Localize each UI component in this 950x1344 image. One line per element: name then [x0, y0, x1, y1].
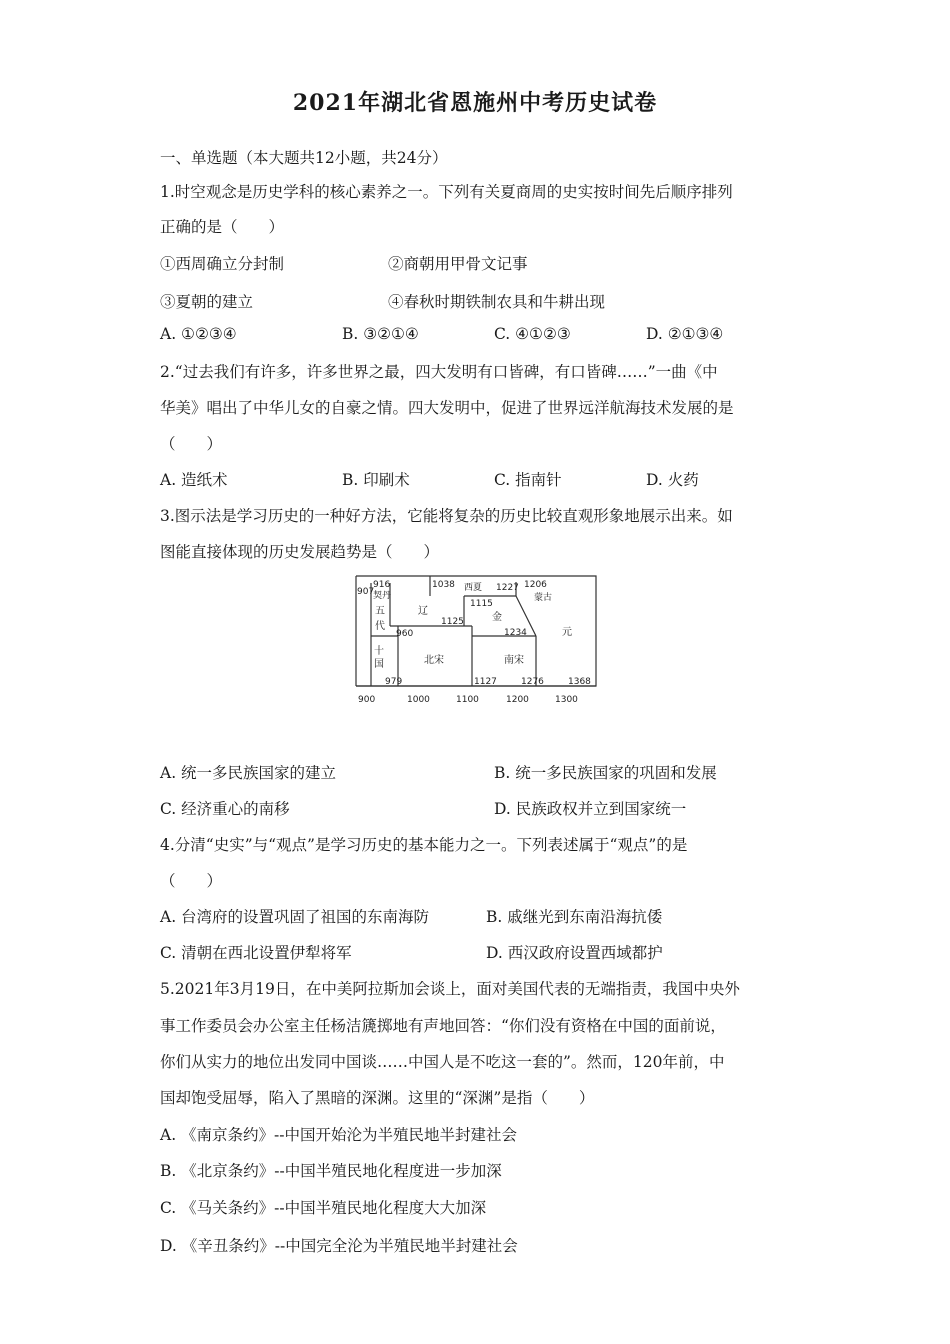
label-979: 979	[385, 677, 403, 687]
q3-option-d: D. 民族政权并立到国家统一	[494, 800, 687, 818]
q5-stem-line-3: 你们从实力的地位出发同中国谈……中国人是不吃这一套的”。然而，120年前，中	[160, 1053, 725, 1071]
label-907: 907	[357, 587, 375, 597]
q2-option-a: A. 造纸术	[160, 471, 228, 489]
q5-option-a: A. 《南京条约》--中国开始沦为半殖民地半封建社会	[160, 1126, 518, 1144]
q5-option-d: D. 《辛丑条约》--中国完全沦为半殖民地半封建社会	[160, 1237, 518, 1255]
label-menggu: 蒙古	[534, 593, 553, 603]
q1-stem-line-1: 1.时空观念是历史学科的核心素养之一。下列有关夏商周的史实按时间先后顺序排列	[160, 183, 733, 201]
tick-1100: 1100	[456, 695, 479, 705]
label-1038: 1038	[432, 580, 455, 590]
q2-option-c: C. 指南针	[494, 471, 562, 489]
label-1125: 1125	[441, 617, 464, 627]
q3-option-c: C. 经济重心的南移	[160, 800, 290, 818]
q2-stem-line-3: （ ）	[160, 435, 223, 453]
label-qidan: 契丹	[373, 591, 392, 601]
q1-option-b: B. ③②①④	[342, 325, 419, 343]
label-1115: 1115	[470, 599, 493, 609]
tick-900: 900	[358, 695, 376, 705]
label-960: 960	[396, 629, 414, 639]
tick-1300: 1300	[555, 695, 578, 705]
q5-option-c: C. 《马关条约》--中国半殖民地化程度大大加深	[160, 1199, 487, 1217]
q1-statement-3: ③夏朝的建立	[160, 293, 254, 311]
label-shi: 十	[374, 646, 384, 657]
page-title: 2021年湖北省恩施州中考历史试卷	[292, 90, 658, 116]
q2-option-b: B. 印刷术	[342, 471, 410, 489]
label-1206: 1206	[524, 580, 547, 590]
q3-stem-line-2: 图能直接体现的历史发展趋势是（ ）	[160, 543, 440, 561]
tick-1200: 1200	[506, 695, 529, 705]
label-guo: 国	[374, 659, 384, 670]
q4-option-d: D. 西汉政府设置西域都护	[486, 944, 663, 962]
q2-stem-line-1: 2.“过去我们有许多，许多世界之最，四大发明有口皆碑，有口皆碑……”一曲《中	[160, 363, 718, 381]
label-beisong: 北宋	[424, 655, 444, 666]
q4-option-c: C. 清朝在西北设置伊犁将军	[160, 944, 352, 962]
q1-option-a: A. ①②③④	[160, 325, 237, 343]
label-xixia: 西夏	[464, 583, 483, 593]
dynasty-timeline-svg	[354, 574, 598, 709]
label-1127: 1127	[474, 677, 497, 687]
dynasty-timeline-diagram	[354, 574, 598, 709]
q4-stem-line-2: （ ）	[160, 872, 223, 890]
q1-stem-line-2: 正确的是（ ）	[160, 218, 285, 236]
q2-option-d: D. 火药	[646, 471, 699, 489]
q5-option-b: B. 《北京条约》--中国半殖民地化程度进一步加深	[160, 1162, 502, 1180]
q4-option-a: A. 台湾府的设置巩固了祖国的东南海防	[160, 908, 430, 926]
q4-option-b: B. 戚继光到东南沿海抗倭	[486, 908, 663, 926]
label-1368: 1368	[568, 677, 591, 687]
label-liao: 辽	[418, 606, 428, 617]
q5-stem-line-1: 5.2021年3月19日，在中美阿拉斯加会谈上，面对美国代表的无端指责，我国中央外	[160, 980, 740, 998]
label-1234: 1234	[504, 628, 527, 638]
section-heading: 一、单选题（本大题共12小题，共24分）	[160, 149, 448, 167]
q1-option-d: D. ②①③④	[646, 325, 724, 343]
label-dai: 代	[375, 621, 385, 632]
q1-option-c: C. ④①②③	[494, 325, 571, 343]
label-nansong: 南宋	[504, 655, 524, 666]
q3-stem-line-1: 3.图示法是学习历史的一种好方法，它能将复杂的历史比较直观形象地展示出来。如	[160, 507, 733, 525]
label-916: 916	[373, 580, 391, 590]
label-yuan: 元	[562, 627, 572, 638]
q3-option-b: B. 统一多民族国家的巩固和发展	[494, 764, 717, 782]
q1-statement-4: ④春秋时期铁制农具和牛耕出现	[388, 293, 606, 311]
q4-stem-line-1: 4.分清“史实”与“观点”是学习历史的基本能力之一。下列表述属于“观点”的是	[160, 836, 688, 854]
q5-stem-line-2: 事工作委员会办公室主任杨洁篪掷地有声地回答：“你们没有资格在中国的面前说，	[160, 1017, 726, 1035]
label-1276: 1276	[521, 677, 544, 687]
q3-option-a: A. 统一多民族国家的建立	[160, 764, 337, 782]
q5-stem-line-4: 国却饱受屈辱，陷入了黑暗的深渊。这里的“深渊”是指（ ）	[160, 1089, 595, 1107]
label-wu: 五	[375, 606, 385, 617]
label-jin: 金	[492, 612, 502, 623]
q1-statement-1: ①西周确立分封制	[160, 255, 285, 273]
q1-statement-2: ②商朝用甲骨文记事	[388, 255, 528, 273]
label-1227: 1227	[496, 583, 519, 593]
tick-1000: 1000	[407, 695, 430, 705]
q2-stem-line-2: 华美》唱出了中华儿女的自豪之情。四大发明中，促进了世界远洋航海技术发展的是	[160, 399, 734, 417]
